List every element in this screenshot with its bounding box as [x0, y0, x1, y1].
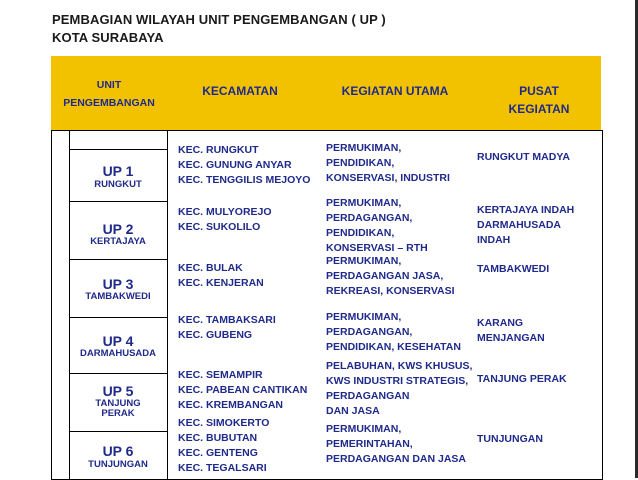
up-number: UP 2 [102, 221, 134, 237]
pusat-kegiatan: TAMBAKWEDI [477, 263, 550, 275]
table-header [51, 56, 601, 130]
pusat-kegiatan: TUNJUNGAN [477, 433, 543, 445]
kecamatan-list: KEC. SIMOKERTO KEC. BUBUTAN KEC. GENTENG KEC. TEGALSARI [178, 417, 270, 474]
up-name: DARMAHUSADA [80, 348, 156, 359]
pusat-kegiatan: TANJUNG PERAK [477, 373, 567, 385]
pusat-kegiatan: KARANG MENJANGAN [477, 317, 545, 344]
up-number: UP 6 [102, 443, 134, 459]
kegiatan-list: PERMUKIMAN, PERDAGANGAN, PENDIDIKAN, KONSERVASI – RTH [326, 197, 428, 254]
up-name: KERTAJAYA [90, 236, 146, 247]
grid-line [69, 201, 167, 202]
page-subtitle: KOTA SURABAYA [52, 30, 164, 45]
up-number: UP 4 [102, 333, 134, 349]
header-unit: UNIT PENGEMBANGAN [63, 79, 155, 109]
pusat-kegiatan: KERTAJAYA INDAH DARMAHUSADA INDAH [477, 204, 575, 246]
header-kecamatan: KECAMATAN [202, 84, 278, 98]
header-kegiatan: KEGIATAN UTAMA [341, 84, 449, 98]
kegiatan-list: PERMUKIMAN, PERDAGANGAN JASA, REKREASI, KONSERVASI [326, 255, 455, 297]
kecamatan-list: KEC. RUNGKUT KEC. GUNUNG ANYAR KEC. TENGGILIS MEJOYO [178, 144, 311, 186]
up-name: RUNGKUT [94, 179, 142, 190]
up-name: TANJUNG PERAK [95, 398, 141, 419]
up-name: TUNJUNGAN [88, 459, 148, 470]
page-title: PEMBAGIAN WILAYAH UNIT PENGEMBANGAN ( UP ) [52, 12, 386, 27]
grid-line [69, 317, 167, 318]
kecamatan-list: KEC. BULAK KEC. KENJERAN [178, 262, 264, 289]
kecamatan-list: KEC. SEMAMPIR KEC. PABEAN CANTIKAN KEC. KREMBANGAN [178, 369, 308, 411]
kecamatan-list: KEC. MULYOREJO KEC. SUKOLILO [178, 206, 272, 233]
grid-line [69, 259, 167, 260]
grid-line [167, 131, 168, 479]
kegiatan-list: PELABUHAN, KWS KHUSUS, KWS INDUSTRI STRATEGIS, PERDAGANGAN DAN JASA [326, 360, 473, 417]
grid-line [69, 431, 167, 432]
kegiatan-list: PERMUKIMAN, PERDAGANGAN, PENDIDIKAN, KESEHATAN [326, 311, 461, 353]
grid-line [69, 373, 167, 374]
up-number: UP 3 [102, 276, 134, 292]
up-number: UP 1 [102, 163, 134, 179]
up-name: TAMBAKWEDI [85, 291, 151, 302]
grid-line [69, 149, 167, 150]
pusat-kegiatan: RUNGKUT MADYA [477, 151, 570, 163]
kecamatan-list: KEC. TAMBAKSARI KEC. GUBENG [178, 314, 276, 341]
kegiatan-list: PERMUKIMAN, PENDIDIKAN, KONSERVASI, INDUSTRI [326, 142, 450, 184]
kegiatan-list: PERMUKIMAN, PEMERINTAHAN, PERDAGANGAN DAN JASA [326, 423, 467, 465]
header-pusat: PUSAT KEGIATAN [508, 84, 570, 116]
up-number: UP 5 [102, 383, 134, 399]
